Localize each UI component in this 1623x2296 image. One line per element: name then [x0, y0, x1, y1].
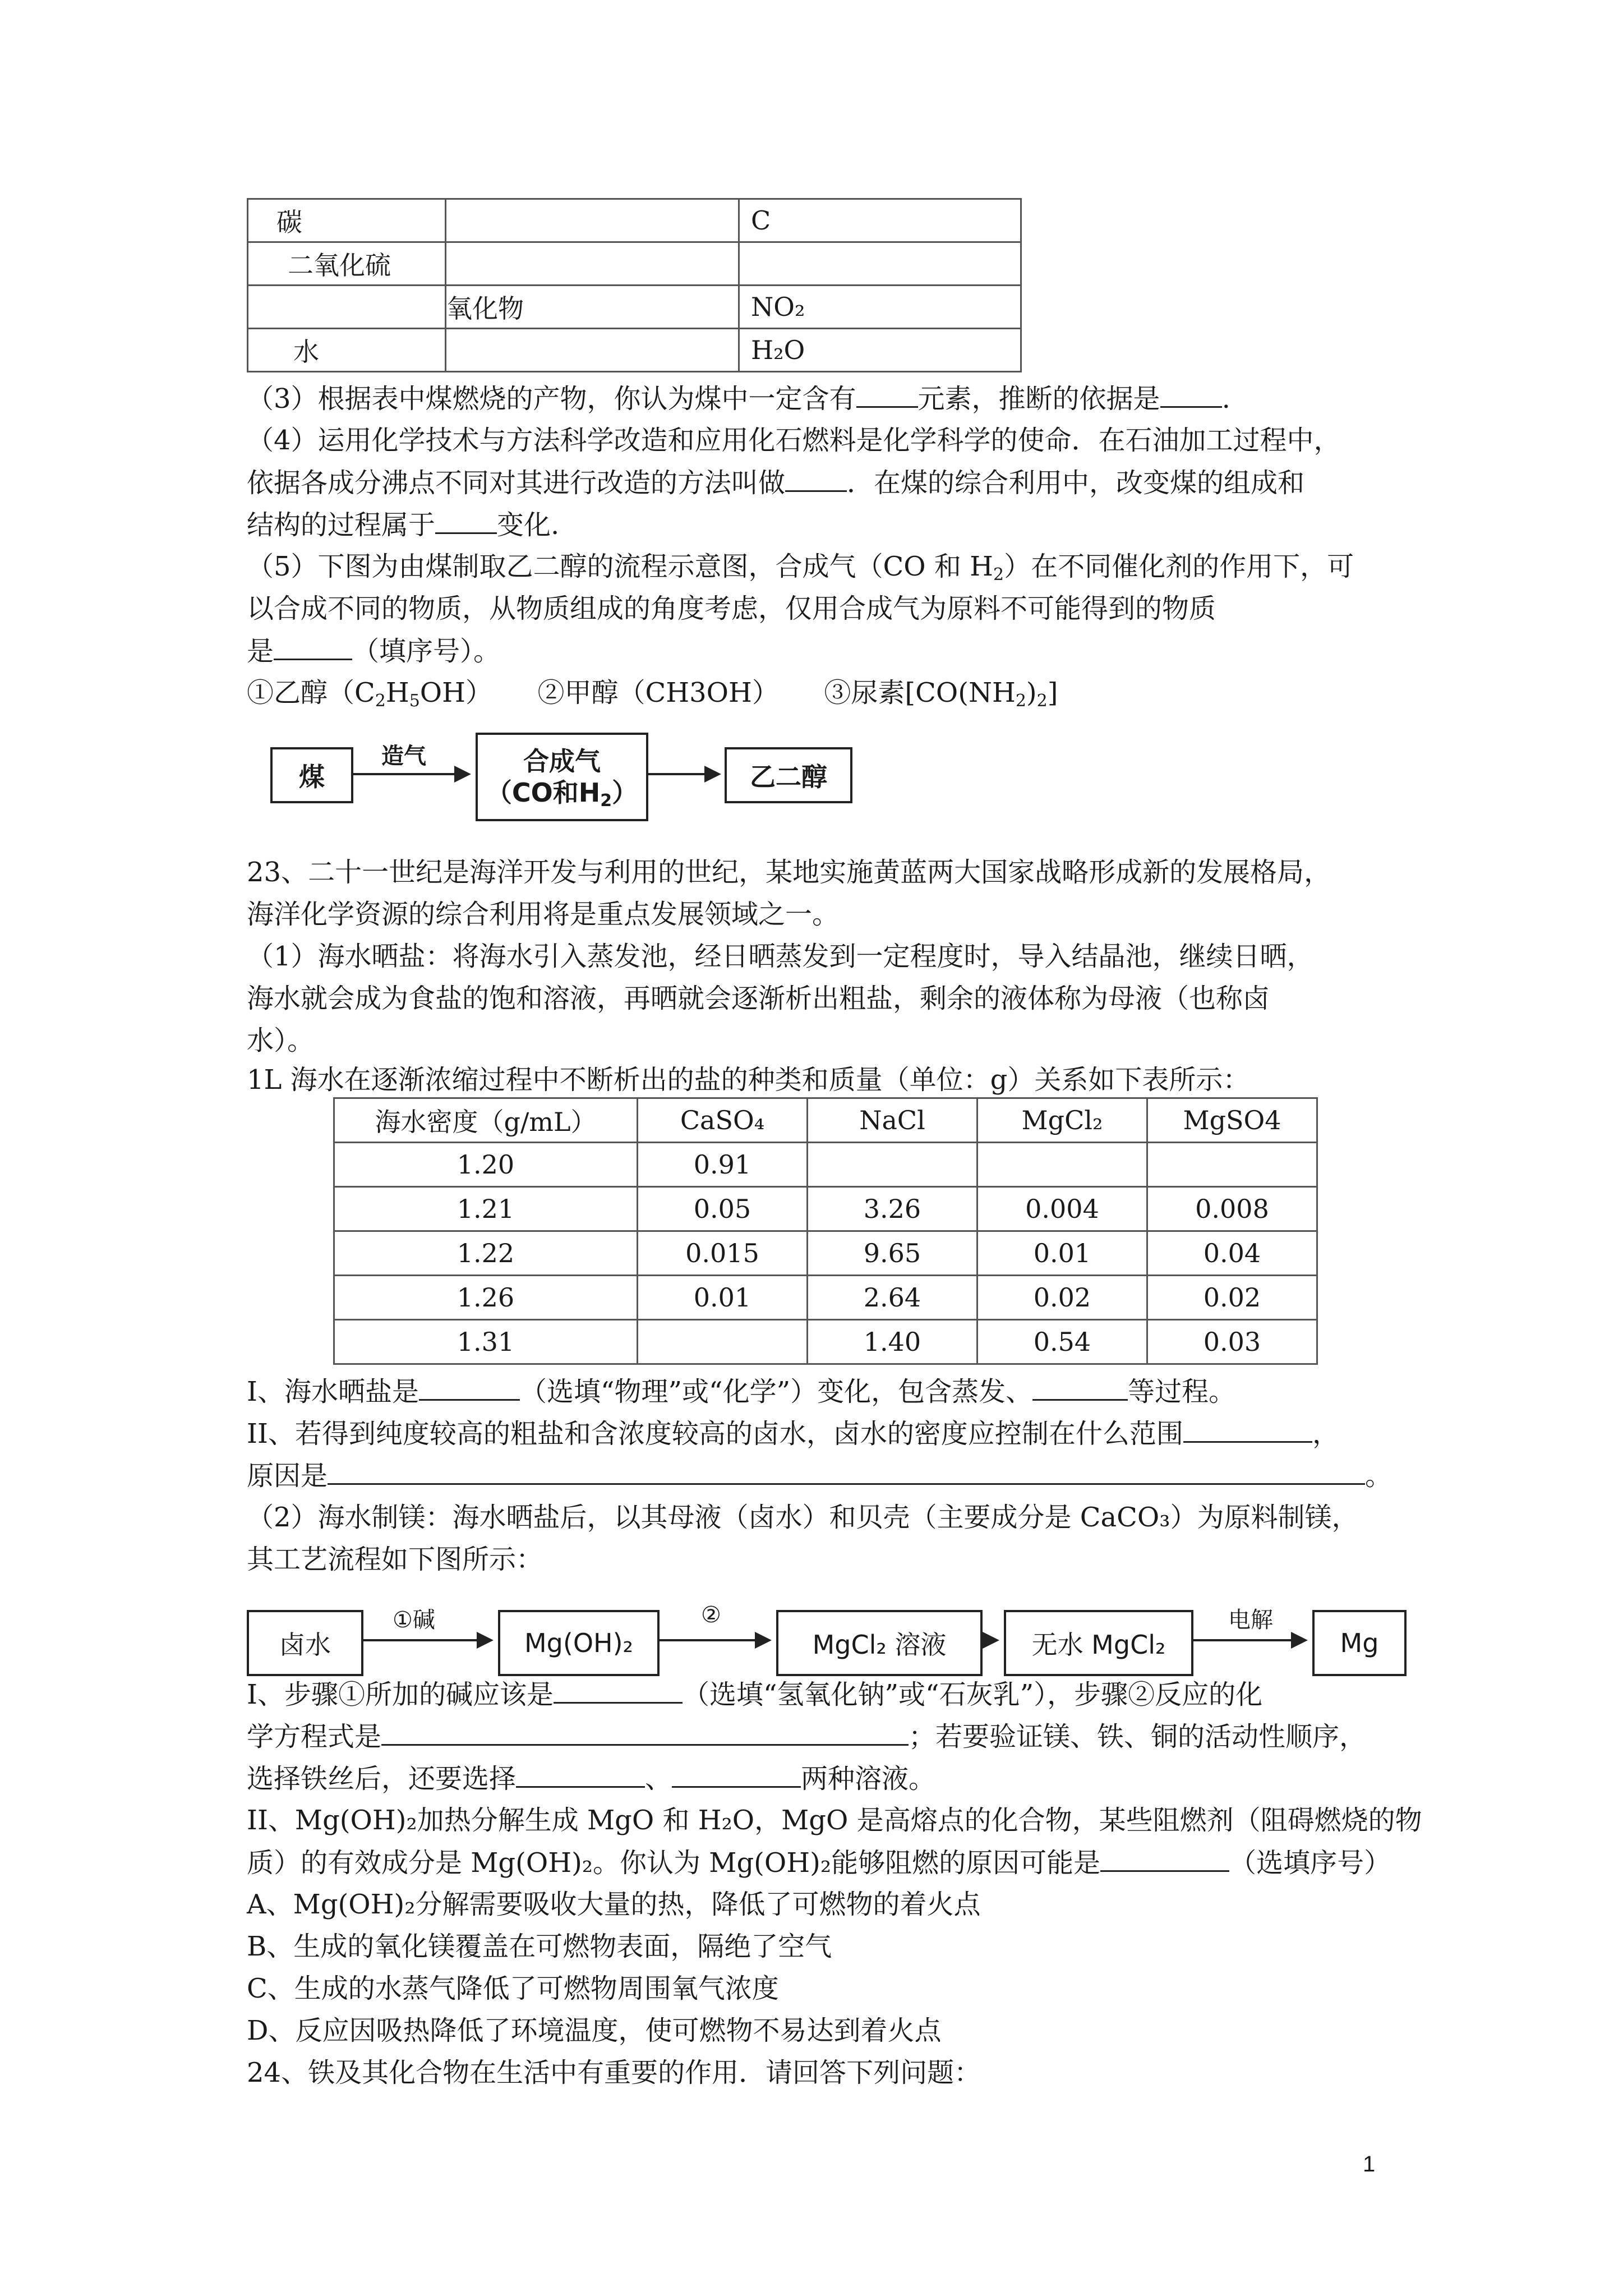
q23-p1-line-2: 海水就会成为食盐的饱和溶液，再晒就会逐渐析出粗盐，剩余的液体称为母液（也称卤 [247, 983, 1270, 1014]
syngas-formula-text: ） [612, 777, 638, 808]
table-header: 海水密度（g/mL） [334, 1098, 638, 1143]
table-row [248, 242, 1021, 286]
table-cell: 1.40 [808, 1320, 978, 1364]
table-row [334, 1143, 1317, 1187]
option-3: ] [1047, 677, 1058, 708]
subscript: 5 [409, 691, 420, 711]
option-3: ③尿素[CO(NH [824, 677, 1016, 708]
table-cell [446, 329, 739, 372]
table-cell: 0.04 [1147, 1231, 1317, 1276]
qII-text: ， [1312, 1418, 1339, 1450]
table-cell: 0.05 [638, 1187, 808, 1231]
subscript: 2 [600, 791, 612, 811]
q3-text-c: . [1221, 383, 1230, 415]
flow-box-anhydrous-mgcl2: 无水 MgCl₂ [1004, 1610, 1193, 1676]
syngas-formula-text: （CO和H [486, 777, 601, 808]
answer-blank[interactable] [856, 381, 918, 408]
q2-line-1: （2）海水制镁：海水晒盐后，以其母液（卤水）和贝壳（主要成分是 CaCO₃）为原料制镁， [247, 1502, 1359, 1533]
table-cell: 0.02 [978, 1276, 1147, 1320]
option-1: H [385, 677, 409, 708]
table-row [248, 199, 1021, 242]
q4-line-2 [247, 466, 1304, 500]
table-row [334, 1187, 1317, 1231]
table-cell: H₂O [739, 329, 1021, 372]
table-cell: 1.22 [334, 1231, 638, 1276]
qII2-text: （选填序号） [1229, 1847, 1391, 1879]
combustion-products-table [247, 198, 1022, 372]
table-cell: 0.01 [978, 1231, 1147, 1276]
flow-arrow-label: 造气 [381, 743, 426, 769]
q4-text: 结构的过程属于 [247, 509, 436, 541]
table-cell: C [739, 199, 1021, 242]
option-A: A、Mg(OH)₂分解需要吸收大量的热，降低了可燃物的着火点 [247, 1889, 981, 1920]
q4-line-3 [247, 508, 559, 542]
question-24: 24、铁及其化合物在生活中有重要的作用．请回答下列问题： [247, 2057, 981, 2088]
flow-box-syngas [476, 733, 648, 821]
flow-box-mgcl2-solution: MgCl₂ 溶液 [776, 1610, 983, 1676]
q4-text: 依据各成分沸点不同对其进行改造的方法叫做 [247, 467, 786, 499]
subscript: 2 [993, 565, 1004, 585]
qI2-line-2 [247, 1719, 1366, 1754]
q5-text: （5）下图为由煤制取乙二醇的流程示意图，合成气（CO 和 H [247, 551, 993, 582]
qI2-text: （选填“氢氧化钠”或“石灰乳”），步骤②反应的化 [682, 1679, 1263, 1710]
option-1: ①乙醇（C [247, 677, 375, 708]
qI2-text: 、 [645, 1763, 672, 1795]
question-II-line-2 [247, 1458, 1392, 1493]
table-cell: 1.21 [334, 1187, 638, 1231]
flow-arrow [351, 773, 469, 775]
option-D: D、反应因吸热降低了环境温度，使可燃物不易达到着火点 [247, 2015, 942, 2046]
table-cell: 0.02 [1147, 1276, 1317, 1320]
qI2-text: 选择铁丝后，还要选择 [247, 1763, 517, 1795]
table-cell [1147, 1143, 1317, 1187]
q5-text: ）在不同催化剂的作用下，可 [1004, 551, 1354, 582]
table-cell [446, 199, 739, 242]
table-cell: 0.004 [978, 1187, 1147, 1231]
answer-blank[interactable] [419, 1374, 520, 1401]
qI-text: （选填“物理”或“化学”）变化，包含蒸发、 [519, 1376, 1033, 1407]
flow-arrow [646, 773, 719, 775]
table-cell: 0.03 [1147, 1320, 1317, 1364]
qI-text: I、海水晒盐是 [247, 1376, 419, 1407]
flow-box-coal: 煤 [270, 747, 353, 803]
table-cell: 0.91 [638, 1143, 808, 1187]
table-cell [808, 1143, 978, 1187]
flow-box-mg: Mg [1312, 1610, 1407, 1676]
page-number: 1 [1363, 2152, 1376, 2177]
answer-blank[interactable] [1032, 1374, 1128, 1401]
table-cell [739, 242, 1021, 286]
table-cell: 3.26 [808, 1187, 978, 1231]
q4-text: ．在煤的综合利用中，改变煤的组成和 [847, 467, 1305, 499]
table-cell: 9.65 [808, 1231, 978, 1276]
flow-arrow [361, 1639, 491, 1641]
table-cell: 氧化物 [446, 286, 739, 329]
flow-box-mgoh2: Mg(OH)₂ [498, 1610, 660, 1676]
qII2-text: 质）的有效成分是 Mg(OH)₂。你认为 Mg(OH)₂能够阻燃的原因可能是 [247, 1847, 1101, 1879]
table-header: NaCl [808, 1098, 978, 1143]
option-1: OH） [419, 677, 492, 708]
flow-arrow-label: ② [701, 1602, 721, 1628]
syngas-label: 合成气 [523, 746, 601, 776]
answer-blank[interactable] [328, 1458, 1365, 1485]
answer-blank[interactable] [785, 466, 847, 492]
qII2-line-1: II、Mg(OH)₂加热分解生成 MgO 和 H₂O，MgO 是高熔点的化合物，某些阻燃剂（阻碍燃烧的物 [247, 1805, 1422, 1836]
table-row [334, 1231, 1317, 1276]
qI2-text: I、步骤①所加的碱应该是 [247, 1679, 554, 1710]
flow-arrow-label: 电解 [1228, 1607, 1273, 1633]
qI2-line-3 [247, 1761, 935, 1796]
option-B: B、生成的氧化镁覆盖在可燃物表面，隔绝了空气 [247, 1931, 832, 1962]
qI2-text: 学方程式是 [247, 1721, 382, 1752]
flow-arrow [980, 1639, 997, 1641]
q4-line-1: （4）运用化学技术与方法科学改造和应用化石燃料是化学科学的使命．在石油加工过程中， [247, 425, 1341, 456]
flow-arrow-label: ①碱 [393, 1607, 435, 1633]
table-header: CaSO₄ [638, 1098, 808, 1143]
q5-text: （填序号）。 [352, 636, 501, 667]
answer-blank[interactable] [672, 1761, 801, 1788]
table-header-row [334, 1098, 1317, 1143]
q5-line-2: 以合成不同的物质，从物质组成的角度考虑，仅用合成气为原料不可能得到的物质 [247, 593, 1216, 624]
question-3 [247, 381, 1230, 416]
option-C: C、生成的水蒸气降低了可燃物周围氧气浓度 [247, 1973, 779, 2004]
table-cell: 二氧化硫 [248, 242, 446, 286]
answer-blank[interactable] [1100, 1846, 1229, 1872]
q23-line-1: 23、二十一世纪是海洋开发与利用的世纪，某地实施黄蓝两大国家战略形成新的发展格局， [247, 857, 1331, 888]
qII-text: II、若得到纯度较高的粗盐和含浓度较高的卤水，卤水的密度应控制在什么范围 [247, 1418, 1183, 1450]
table-cell: 0.008 [1147, 1187, 1317, 1231]
table-row [248, 286, 1021, 329]
answer-blank[interactable] [554, 1677, 683, 1704]
table-cell [446, 242, 739, 286]
q5-line-1 [247, 550, 1354, 583]
qI2-text: 两种溶液。 [801, 1763, 936, 1795]
table-header: MgCl₂ [978, 1098, 1147, 1143]
table-header: MgSO4 [1147, 1098, 1317, 1143]
q5-line-3 [247, 634, 500, 668]
flow-box-glycol: 乙二醇 [725, 747, 852, 803]
table-cell: 水 [248, 329, 446, 372]
qI2-text: ；若要验证镁、铁、铜的活动性顺序， [909, 1721, 1367, 1752]
qI2-line-1 [247, 1677, 1262, 1711]
table-cell: 0.54 [978, 1320, 1147, 1364]
table-cell [638, 1320, 808, 1364]
table-cell [248, 286, 446, 329]
question-II-line-1 [247, 1416, 1339, 1451]
q23-line-2: 海洋化学资源的综合利用将是重点发展领域之一。 [247, 899, 840, 930]
table-row [248, 329, 1021, 372]
answer-blank[interactable] [516, 1761, 645, 1788]
syngas-formula [486, 777, 638, 811]
table-cell: 1.20 [334, 1143, 638, 1187]
seawater-salt-table [333, 1097, 1318, 1365]
table-cell: NO₂ [739, 286, 1021, 329]
flow-arrow [657, 1639, 769, 1641]
table-row [334, 1320, 1317, 1364]
option-2: ②甲醇（CH3OH） [537, 677, 779, 708]
q5-text: 是 [247, 636, 274, 667]
q23-p1-line-1: （1）海水晒盐：将海水引入蒸发池，经日晒蒸发到一定程度时，导入结晶池，继续日晒， [247, 941, 1314, 972]
table-cell: 1.26 [334, 1276, 638, 1320]
q2-line-2: 其工艺流程如下图所示： [247, 1544, 543, 1575]
table-intro: 1L 海水在逐渐浓缩过程中不断析出的盐的种类和质量（单位：g）关系如下表所示： [247, 1064, 1250, 1096]
table-cell [978, 1143, 1147, 1187]
answer-blank[interactable] [435, 508, 497, 534]
table-cell: 碳 [248, 199, 446, 242]
option-3: ) [1026, 677, 1037, 708]
table-cell: 0.015 [638, 1231, 808, 1276]
subscript: 2 [375, 691, 386, 711]
table-row [334, 1276, 1317, 1320]
table-cell: 0.01 [638, 1276, 808, 1320]
subscript: 2 [1015, 691, 1026, 711]
qII2-line-2 [247, 1846, 1391, 1880]
q3-text-b: 元素，推断的依据是 [917, 383, 1160, 415]
q23-p1-line-3: 水）。 [247, 1025, 315, 1056]
q4-text: 变化. [497, 509, 560, 541]
answer-blank[interactable] [1160, 381, 1222, 408]
qII-text: 。 [1365, 1460, 1393, 1492]
table-cell: 2.64 [808, 1276, 978, 1320]
subscript: 2 [1036, 691, 1048, 711]
q3-text-a: （3）根据表中煤燃烧的产物，你认为煤中一定含有 [247, 383, 856, 415]
table-cell: 1.31 [334, 1320, 638, 1364]
flow-box-brine: 卤水 [247, 1610, 363, 1676]
qII-text: 原因是 [247, 1460, 328, 1492]
flow-arrow [1191, 1639, 1306, 1641]
answer-blank[interactable] [1183, 1416, 1312, 1443]
answer-blank[interactable] [274, 634, 352, 660]
question-I [247, 1374, 1235, 1409]
answer-blank[interactable] [381, 1719, 909, 1746]
q5-options [247, 676, 1058, 710]
qI-text: 等过程。 [1128, 1376, 1236, 1407]
